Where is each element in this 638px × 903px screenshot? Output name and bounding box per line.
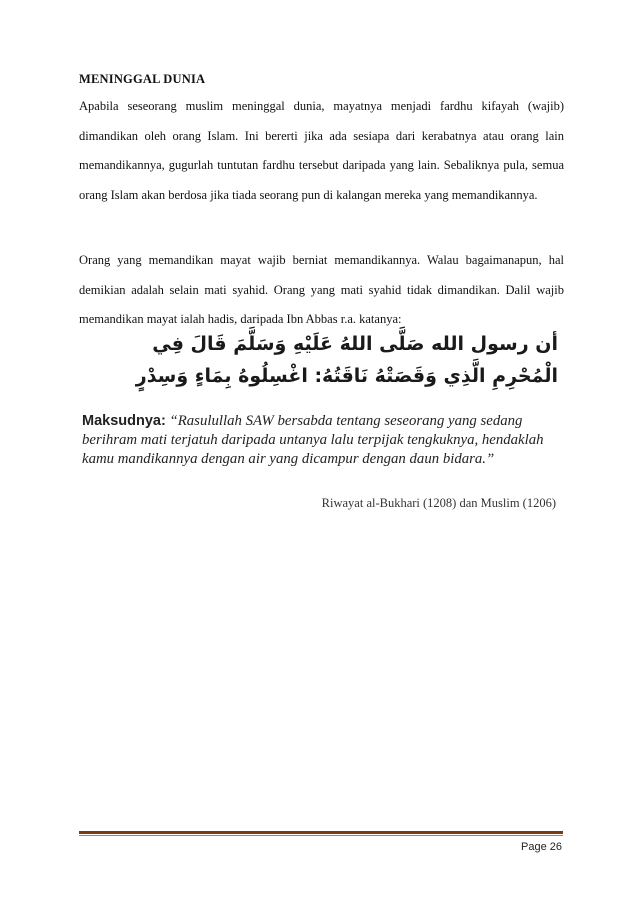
footer-divider	[79, 831, 563, 834]
paragraph-2: Orang yang memandikan mayat wajib berniat memandikannya. Walau bagaimanapun, hal demikian adalah selain mati syahid. Orang yang mati syahid tidak dimandikan. Dalil wajib memandikan mayat ialah hadis, daripada Ibn Abbas r.a. katanya:	[79, 253, 564, 327]
hadith-quote-image	[80, 328, 562, 516]
maksud-text: “Rasulullah SAW bersabda tentang seseorang yang sedang berihram mati terjatuh daripada untanya lalu terpijak tengkuknya, hendaklah kamu mandikannya dengan air yang dicampur dengan daun bidara.”	[82, 413, 544, 467]
hadith-translation	[82, 412, 558, 469]
maksud-label: Maksudnya:	[82, 413, 166, 429]
section-heading: MENINGGAL DUNIA	[79, 72, 206, 86]
footer-divider-thin	[79, 835, 563, 836]
hadith-source: Riwayat al-Bukhari (1208) dan Muslim (1206)	[321, 496, 556, 510]
hadith-arabic-text: أن رسول الله صَلَّى اللهُ عَلَيْهِ وَسَلَّمَ قَالَ فِي الْمُحْرِمِ الَّذِي وَقَصَتْهُ نَاقَتُهُ: اغْسِلُوهُ بِمَاءٍ وَسِدْرٍ	[135, 333, 558, 387]
page-number: Page 26	[521, 841, 562, 853]
paragraph-1: Apabila seseorang muslim meninggal dunia, mayatnya menjadi fardhu kifayah (wajib) dimandikan oleh orang Islam. Ini bererti jika ada sesiapa dari kerabatnya atau orang lain memandikannya, gugurlah tuntutan fardhu tersebut daripada yang lain. Sebaliknya pula, semua orang Islam akan berdosa jika tiada seorang pun di kalangan mereka yang memandikannya.	[79, 99, 564, 202]
